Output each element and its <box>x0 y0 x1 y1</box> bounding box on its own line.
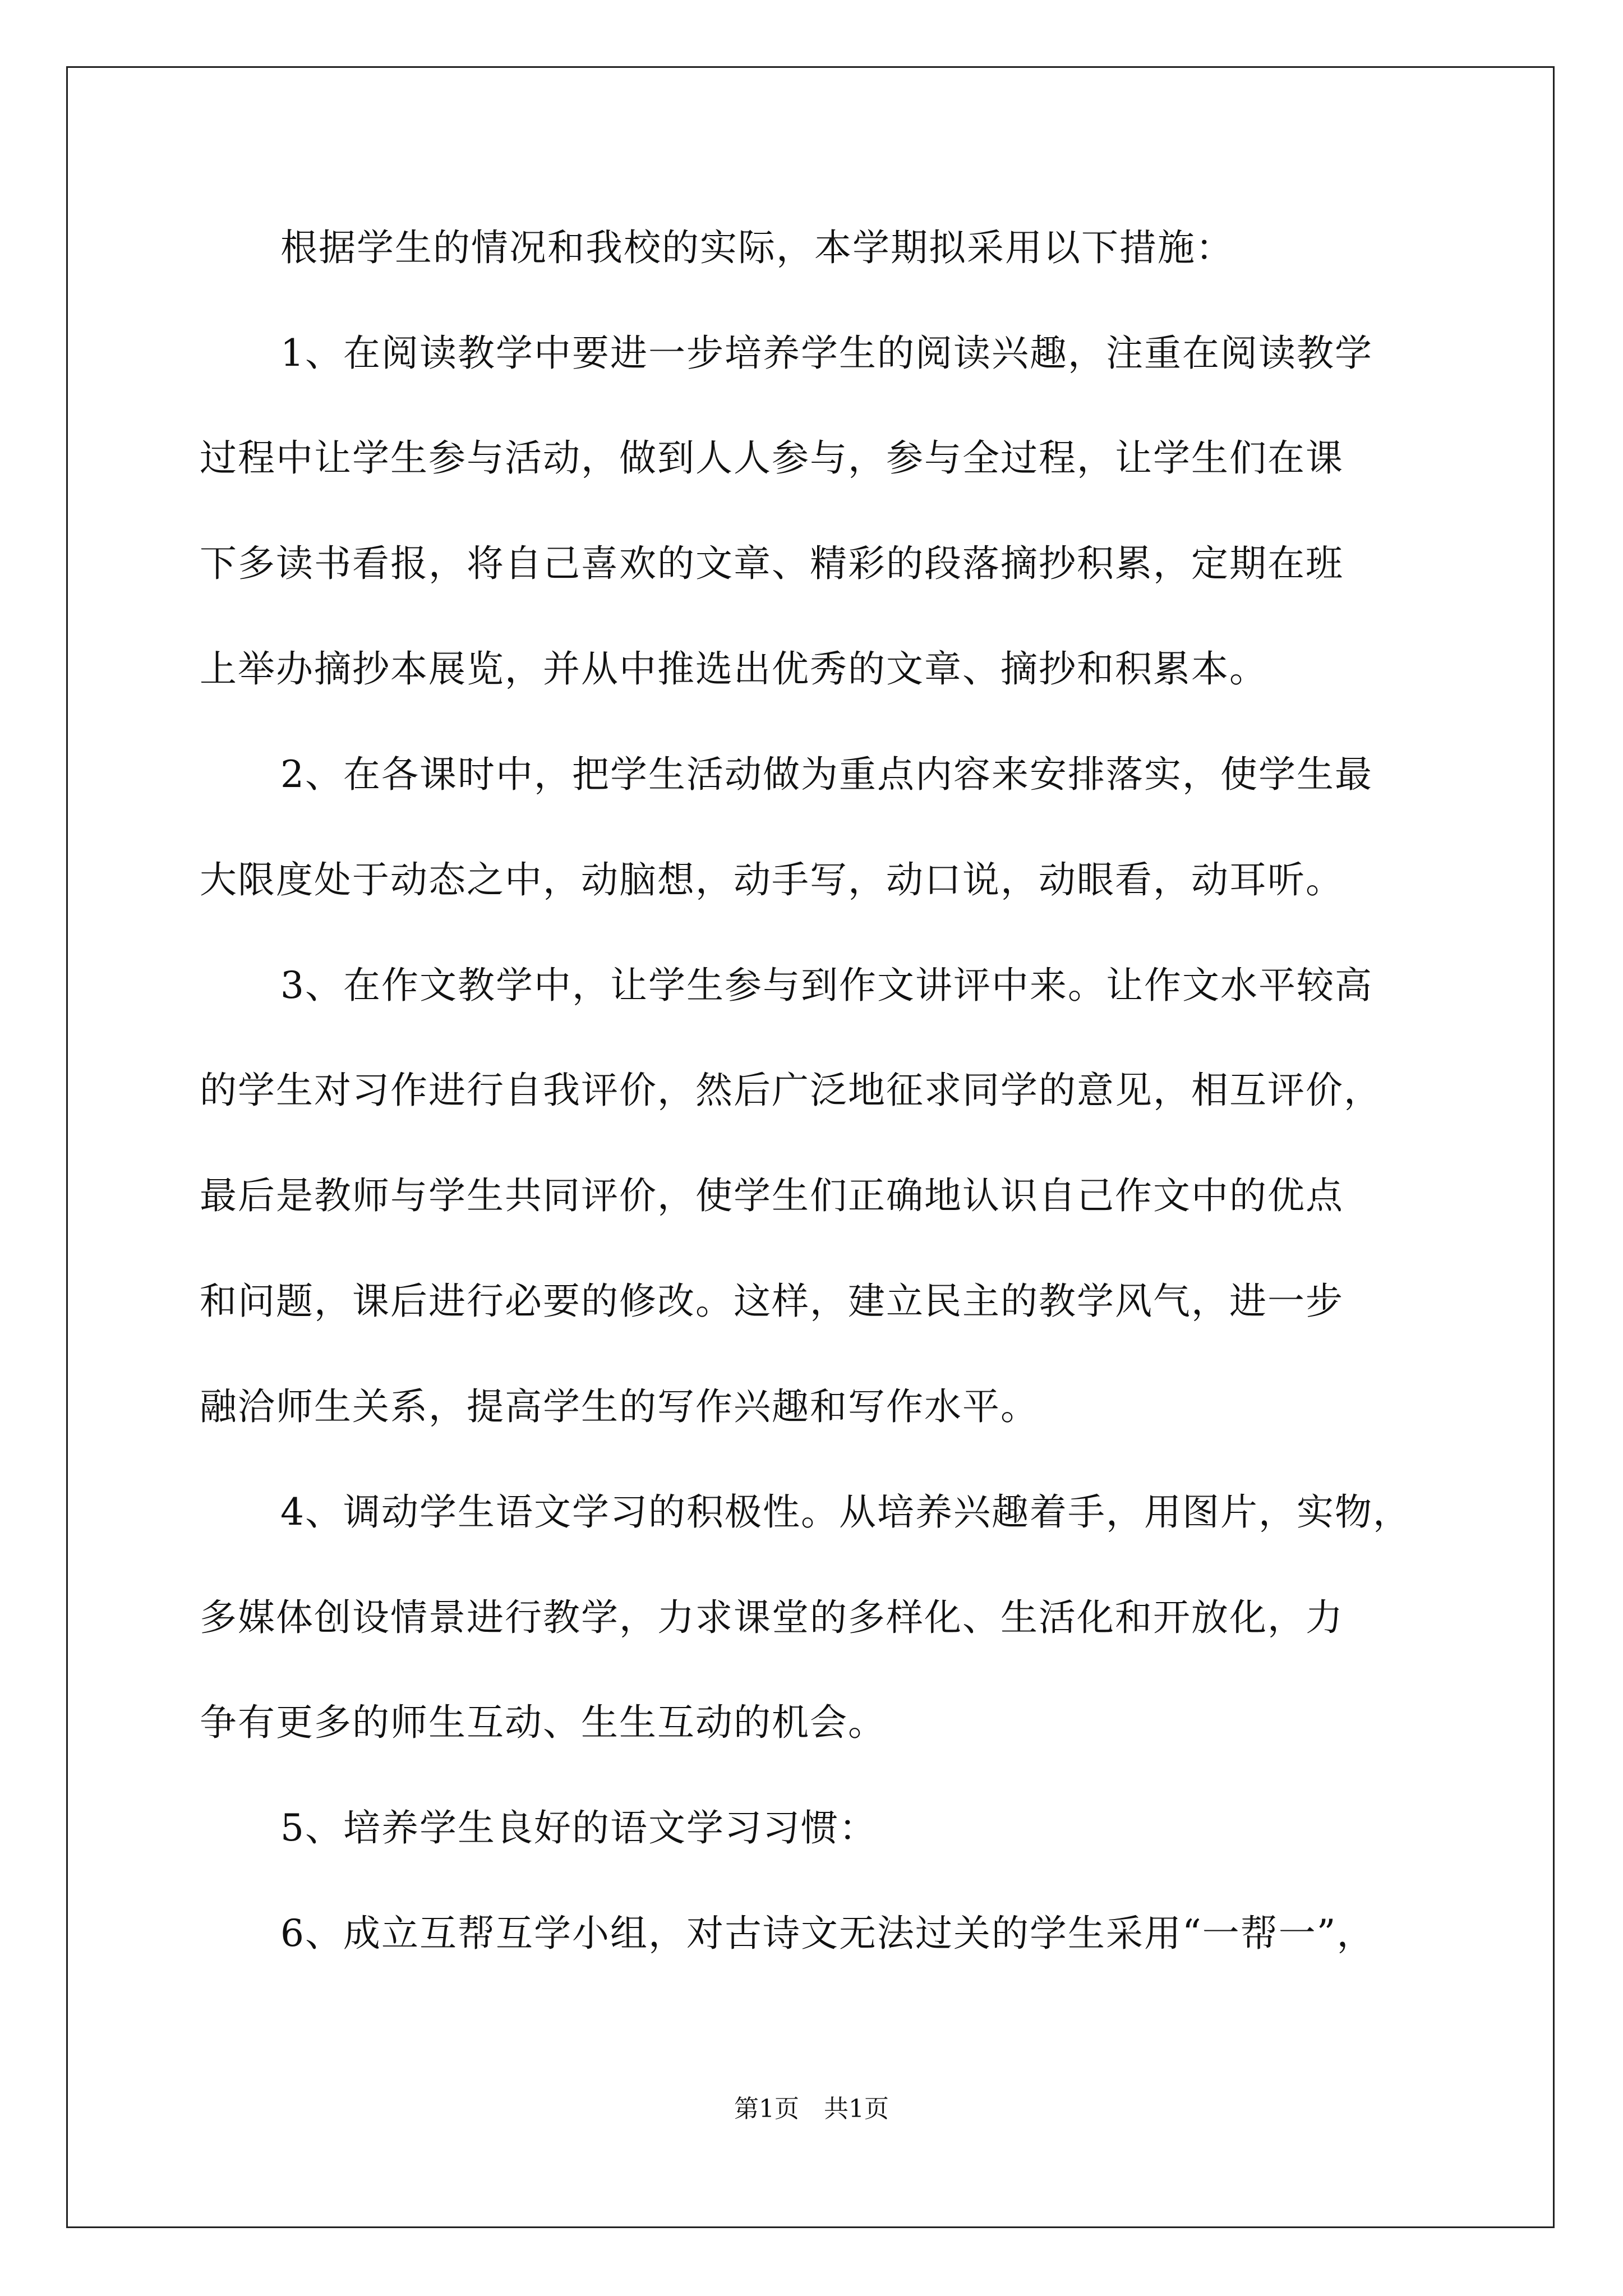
paragraph-2-line-2: 大限度处于动态之中，动脑想，动手写，动口说，动眼看，动耳听。 <box>200 858 1344 901</box>
page-border <box>66 66 1555 2228</box>
paragraph-2-line-1: 2、在各课时中，把学生活动做为重点内容来安排落实，使学生最 <box>280 753 1373 796</box>
paragraph-intro: 根据学生的情况和我校的实际，本学期拟采用以下措施： <box>280 226 1234 269</box>
paragraph-6-line-1: 6、成立互帮互学小组，对古诗文无法过关的学生采用“一帮一”， <box>280 1912 1375 1955</box>
paragraph-3-line-3: 最后是教师与学生共同评价，使学生们正确地认识自己作文中的优点 <box>200 1174 1344 1217</box>
paragraph-4-line-1: 4、调动学生语文学习的积极性。从培养兴趣着手，用图片，实物， <box>280 1490 1411 1534</box>
paragraph-3-line-5: 融洽师生关系，提高学生的写作兴趣和写作水平。 <box>200 1385 1039 1428</box>
page-number-footer: 第1页 共1页 <box>734 2095 889 2123</box>
paragraph-4-line-2: 多媒体创设情景进行教学，力求课堂的多样化、生活化和开放化，力 <box>200 1596 1344 1639</box>
paragraph-3-line-2: 的学生对习作进行自我评价，然后广泛地征求同学的意见，相互评价， <box>200 1069 1382 1112</box>
paragraph-4-line-3: 争有更多的师生互动、生生互动的机会。 <box>200 1701 886 1744</box>
paragraph-3-line-1: 3、在作文教学中，让学生参与到作文讲评中来。让作文水平较高 <box>280 964 1373 1007</box>
paragraph-1-line-2: 过程中让学生参与活动，做到人人参与，参与全过程，让学生们在课 <box>200 436 1344 480</box>
paragraph-1-line-4: 上举办摘抄本展览，并从中推选出优秀的文章、摘抄和积累本。 <box>200 647 1267 691</box>
paragraph-5: 5、培养学生良好的语文学习习惯： <box>280 1806 877 1849</box>
paragraph-1-line-3: 下多读书看报，将自己喜欢的文章、精彩的段落摘抄积累，定期在班 <box>200 542 1344 585</box>
paragraph-3-line-4: 和问题，课后进行必要的修改。这样，建立民主的教学风气，进一步 <box>200 1280 1344 1323</box>
paragraph-1-line-1: 1、在阅读教学中要进一步培养学生的阅读兴趣，注重在阅读教学 <box>280 332 1373 375</box>
